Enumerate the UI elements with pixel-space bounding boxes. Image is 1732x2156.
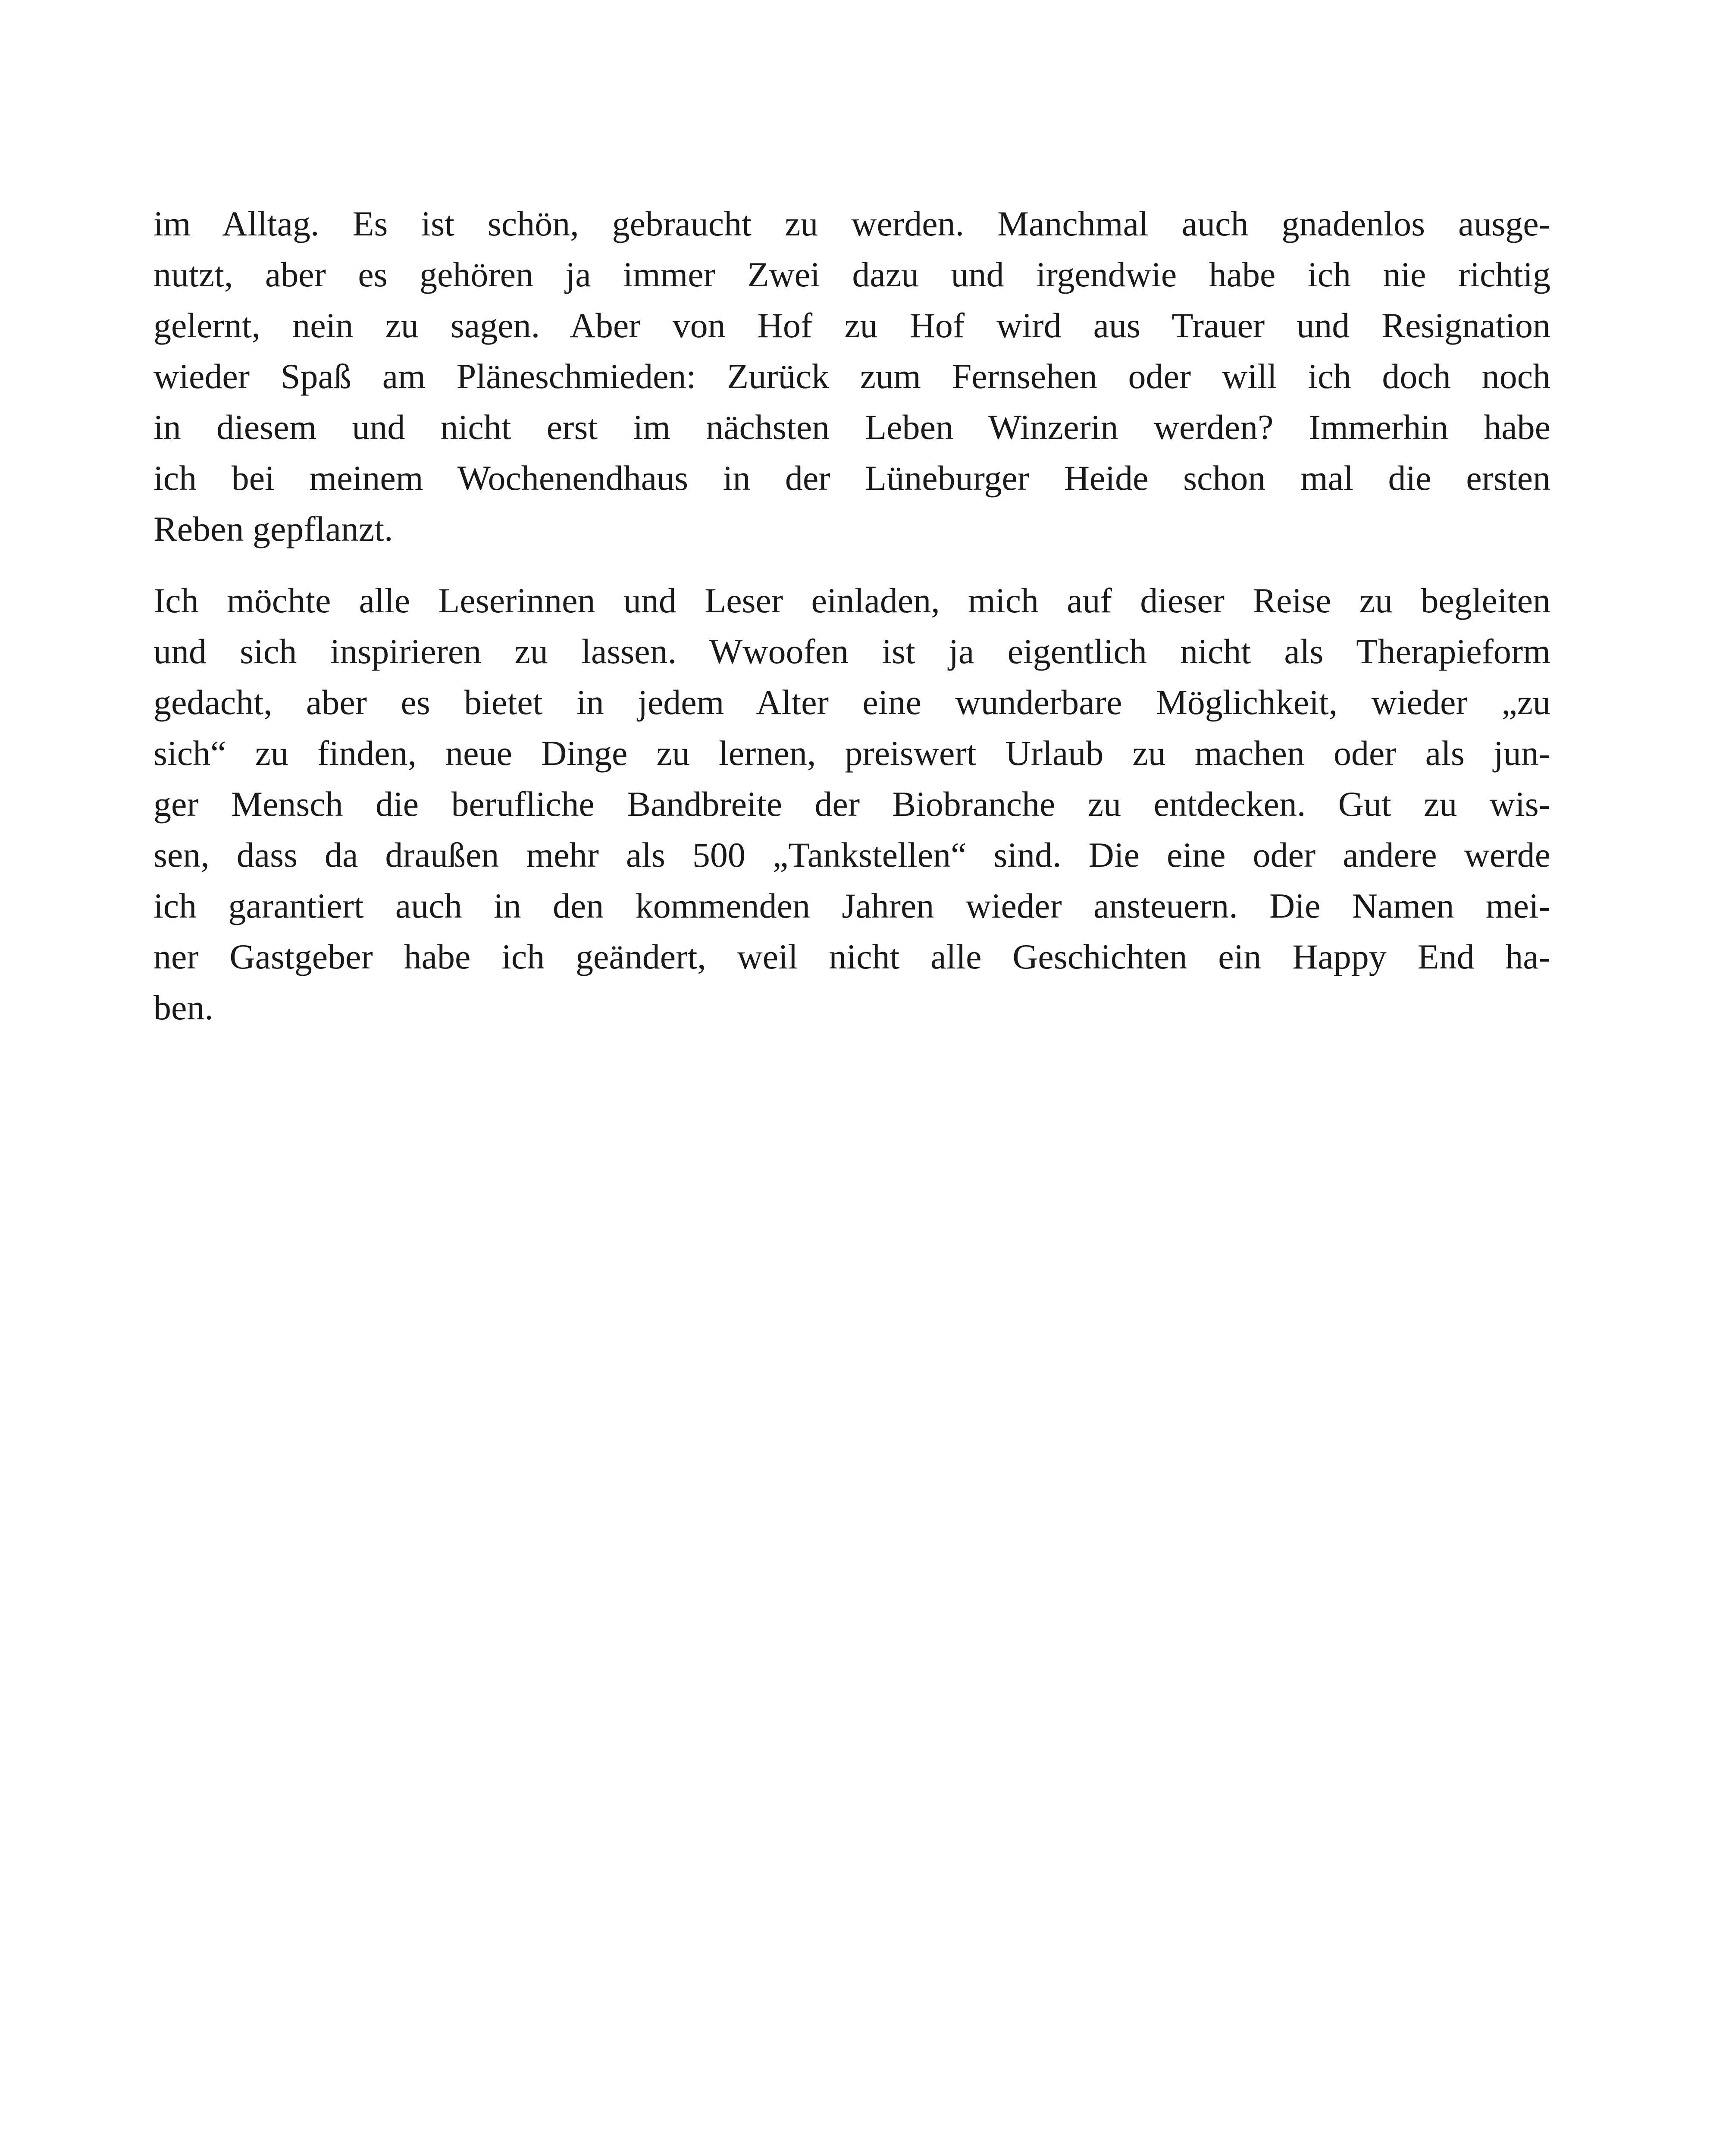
text-line: ger Mensch die berufliche Bandbreite der Biobranche zu entdecken. Gut zu wis- (153, 784, 1550, 824)
text-line: ner Gastgeber habe ich geändert, weil nicht alle Geschichten ein Happy End ha- (153, 937, 1550, 976)
text-line: ben. (153, 988, 213, 1027)
text-line: ich garantiert auch in den kommenden Jahren wieder ansteuern. Die Namen mei- (153, 886, 1550, 925)
text-line: gelernt, nein zu sagen. Aber von Hof zu Hof wird aus Trauer und Resignation (153, 306, 1550, 345)
text-line: Ich möchte alle Leserinnen und Leser einladen, mich auf dieser Reise zu begleiten (153, 581, 1550, 620)
text-line: sich“ zu finden, neue Dinge zu lernen, preiswert Urlaub zu machen oder als jun- (153, 733, 1550, 773)
text-line: nutzt, aber es gehören ja immer Zwei dazu und irgendwie habe ich nie richtig (153, 255, 1550, 294)
text-line: sen, dass da draußen mehr als 500 „Tankstellen“ sind. Die eine oder andere werde (153, 835, 1550, 874)
body-text (153, 198, 1550, 1033)
text-line: Reben gepflanzt. (153, 509, 393, 548)
text-line: und sich inspirieren zu lassen. Wwoofen ist ja eigentlich nicht als Therapieform (153, 632, 1550, 671)
paragraph-1 (153, 198, 1550, 555)
text-line: im Alltag. Es ist schön, gebraucht zu werden. Manchmal auch gnadenlos ausge- (153, 204, 1550, 243)
text-line: ich bei meinem Wochenendhaus in der Lüneburger Heide schon mal die ersten (153, 458, 1550, 498)
text-line: in diesem und nicht erst im nächsten Leben Winzerin werden? Immerhin habe (153, 407, 1550, 447)
text-line: wieder Spaß am Pläneschmieden: Zurück zum Fernsehen oder will ich doch noch (153, 357, 1550, 396)
paragraph-2 (153, 575, 1550, 1033)
text-line: gedacht, aber es bietet in jedem Alter eine wunderbare Möglichkeit, wieder „zu (153, 683, 1550, 722)
